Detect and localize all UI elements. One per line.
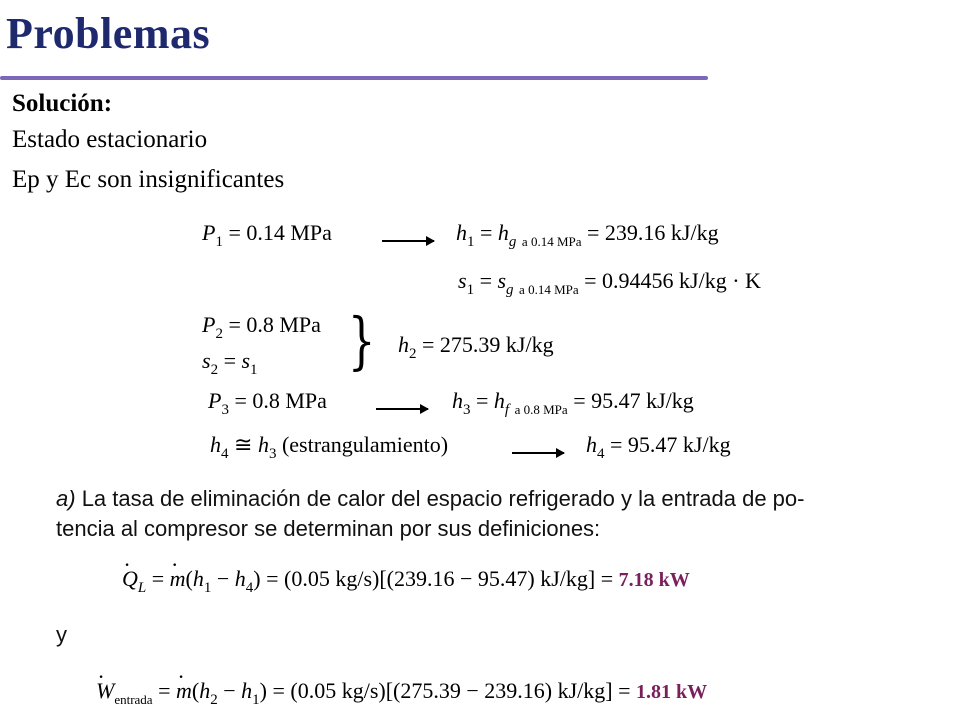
w-subscript: entrada <box>114 692 153 707</box>
p1-value: = 0.14 MPa <box>228 220 332 245</box>
p3-value: = 0.8 MPa <box>234 388 327 413</box>
connector-text: y <box>56 622 67 647</box>
part-a-label: a) <box>56 486 76 511</box>
equation-p3: $P_3 = 0.8$ MPa <box>208 388 327 418</box>
solution-line-negligible: Ep y Ec son insignificantes <box>12 166 285 193</box>
part-a-line1: La tasa de eliminación de calor del espacio refrigerado y la entrada de po- <box>81 486 805 511</box>
equation-h2: $h_2 = 275.39$ kJ/kg <box>398 332 554 362</box>
h3-value: = 95.47 kJ/kg <box>573 388 694 413</box>
p2-value: = 0.8 MPa <box>228 312 321 337</box>
s1-state: a 0.14 MPa <box>519 282 579 297</box>
equation-ql: · $Q_L$ = · $m(h_1 - h_4) = (0.05$ kg/s)[(239.16 − 95.47) kJ/kg] = 7.18 kW <box>122 566 690 597</box>
solution-heading: Solución: <box>12 90 113 117</box>
equation-p1: $P_1 = 0.14$ MPa <box>202 220 332 250</box>
w-result: 1.81 kW <box>636 681 708 703</box>
h3-state: a 0.8 MPa <box>514 402 568 417</box>
ql-result: 7.18 kW <box>618 569 690 591</box>
equation-p2: $P_2 = 0.8$ MPa <box>202 312 321 342</box>
h1-value: = 239.16 kJ/kg <box>587 220 719 245</box>
arrow-icon <box>512 444 564 462</box>
arrow-icon <box>382 232 434 250</box>
equation-h3: $h_3 = h_f$ $_{a 0.8 MPa}$ = 95.47 kJ/kg <box>452 388 694 418</box>
brace-icon: } <box>347 304 376 377</box>
h1-state: a 0.14 MPa <box>521 234 582 249</box>
throttle-note: (estrangulamiento) <box>281 432 449 457</box>
equation-s1: $s_1 = s_g$ $_{a 0.14 MPa}$ = 0.94456 kJ/kg · K <box>458 268 761 298</box>
equation-w: · $W_{entrada}$ = · $m(h_2 - h_1) = (0.05$ kg/s)[(275.39 − 239.16) kJ/kg] = 1.81 kW <box>96 678 707 709</box>
title-underline <box>0 76 708 80</box>
equation-h4: $h_4 = 95.47$ kJ/kg <box>586 432 731 462</box>
ql-expression: = (0.05 kg/s)[(239.16 − 95.47) kJ/kg] = <box>266 566 614 591</box>
h2-value: = 275.39 kJ/kg <box>422 332 554 357</box>
equation-h1: $h_1 = h_g$ $_{a 0.14 MPa}$ = 239.16 kJ/kg <box>456 220 719 250</box>
s1-value: = 0.94456 kJ/kg · K <box>584 268 761 293</box>
arrow-icon <box>376 400 428 418</box>
h4-value: = 95.47 kJ/kg <box>610 432 731 457</box>
equation-h4-approx: $h_4$ ≅ $h_3$ (estrangulamiento) <box>210 432 449 462</box>
solution-line-steady: Estado estacionario <box>12 126 208 153</box>
equation-s2: $s_2 = s_1$ <box>202 348 258 378</box>
page-title: Problemas <box>6 9 211 58</box>
part-a-text-line1 <box>56 486 804 512</box>
part-a-text-line2: tencia al compresor se determinan por sus definiciones: <box>56 516 601 541</box>
w-expression: = (0.05 kg/s)[(275.39 − 239.16) kJ/kg] = <box>272 678 631 703</box>
